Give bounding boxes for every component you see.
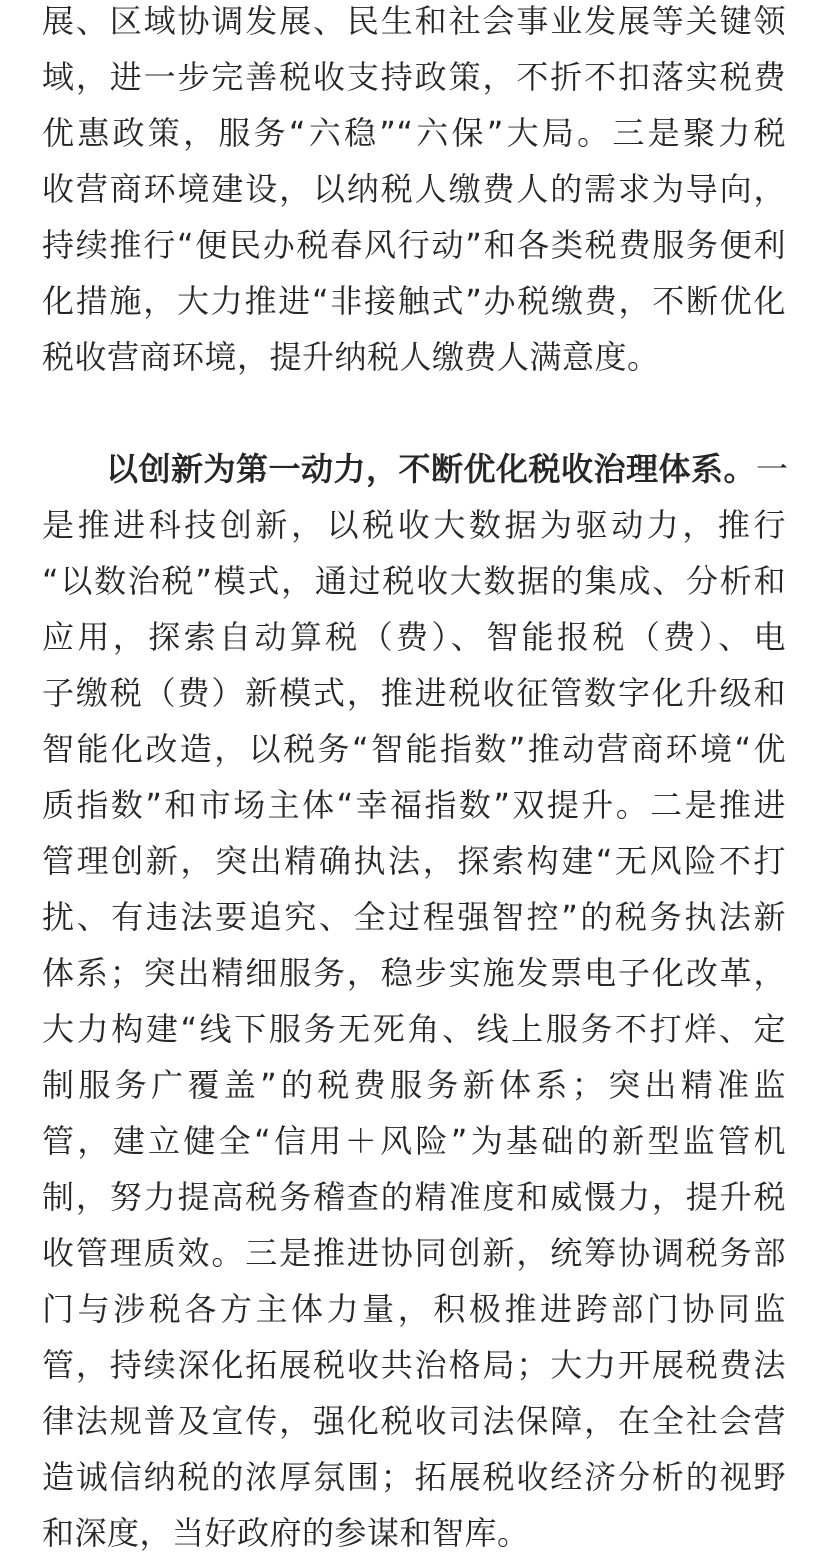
paragraph-line: 收营商环境建设，以纳税人缴费人的需求为导向， [42, 170, 786, 208]
paragraph-line: 管，建立健全“信用＋风险”为基础的新型监管机 [42, 1122, 786, 1160]
paragraph-first-line [42, 441, 789, 497]
paragraph-line: 和深度，当好政府的参谋和智库。 [42, 1514, 530, 1552]
paragraph-line: 展、区域协调发展、民生和社会事业发展等关键领 [42, 2, 786, 40]
paragraph-line: 制，努力提高税务稽查的精准度和威慑力，提升税 [42, 1178, 786, 1216]
paragraph-line: 应用，探索自动算税（费）、智能报税（费）、电 [42, 618, 786, 656]
paragraph-line: 大力构建“线下服务无死角、线上服务不打烊、定 [42, 1010, 786, 1048]
article-body [42, 0, 789, 1561]
paragraph-line: 体系；突出精细服务，稳步实施发票电子化改革， [42, 954, 786, 992]
paragraph-tax-policy [42, 0, 786, 385]
paragraph-line: 子缴税（费）新模式，推进税收征管数字化升级和 [42, 674, 786, 712]
paragraph-line: 是推进科技创新，以税收大数据为驱动力，推行 [42, 506, 786, 544]
paragraph-first-line-tail: 一 [756, 450, 789, 488]
paragraph-line: 造诚信纳税的浓厚氛围；拓展税收经济分析的视野 [42, 1458, 786, 1496]
paragraph-line: 管理创新，突出精确执法，探索构建“无风险不打 [42, 842, 786, 880]
paragraph-line: 智能化改造，以税务“智能指数”推动营商环境“优 [42, 730, 786, 768]
paragraph-line: 门与涉税各方主体力量，积极推进跨部门协同监 [42, 1290, 786, 1328]
paragraph-line: 律法规普及宣传，强化税收司法保障，在全社会营 [42, 1402, 786, 1440]
paragraph-line: 优惠政策，服务“六稳”“六保”大局。三是聚力税 [42, 114, 786, 152]
paragraph-line: 域，进一步完善税收支持政策，不折不扣落实税费 [42, 58, 786, 96]
paragraph-line: 质指数”和市场主体“幸福指数”双提升。二是推进 [42, 786, 786, 824]
paragraph-lead-heading: 以创新为第一动力，不断优化税收治理体系。 [106, 450, 757, 488]
paragraph-line: 化措施，大力推进“非接触式”办税缴费，不断优化 [42, 282, 786, 320]
paragraph-line: 持续推行“便民办税春风行动”和各类税费服务便利 [42, 226, 786, 264]
paragraph-spacer [42, 385, 786, 441]
paragraph-innovation [42, 441, 789, 1561]
paragraph-line: 管，持续深化拓展税收共治格局；大力开展税费法 [42, 1346, 786, 1384]
paragraph-line: 税收营商环境，提升纳税人缴费人满意度。 [42, 338, 660, 376]
paragraph-line: 制服务广覆盖”的税费服务新体系；突出精准监 [42, 1066, 786, 1104]
paragraph-line: 收管理质效。三是推进协同创新，统筹协调税务部 [42, 1234, 786, 1272]
paragraph-line: “以数治税”模式，通过税收大数据的集成、分析和 [42, 562, 786, 600]
paragraph-line: 扰、有违法要追究、全过程强智控”的税务执法新 [42, 898, 786, 936]
